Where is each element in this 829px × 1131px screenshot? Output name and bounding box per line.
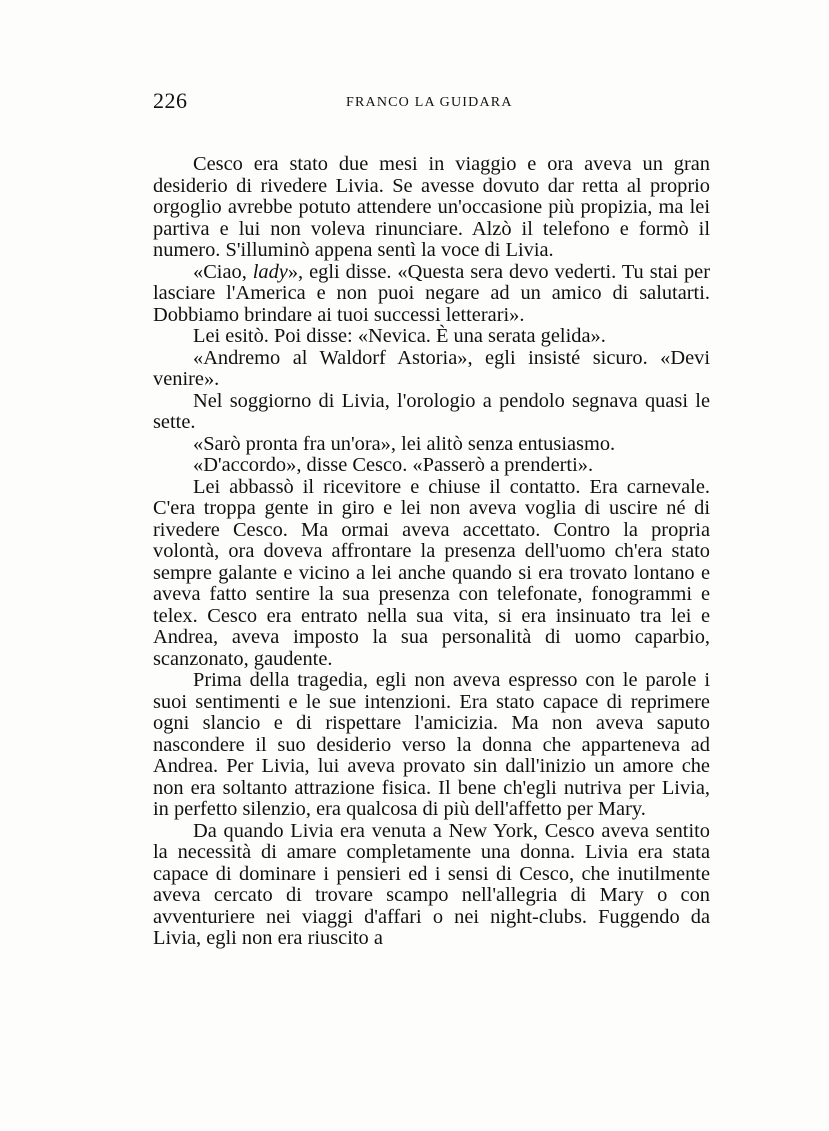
running-head: FRANCO LA GUIDARA bbox=[346, 95, 513, 110]
paragraph: Prima della tragedia, egli non aveva espresso con le parole i suoi sentimenti e le sue intenzioni. Era stato capace di reprimere ogni slancio e di rispettare l'amicizia. Ma non aveva saputo nascondere il suo desiderio verso la donna che apparteneva ad Andrea. Per Livia, lui aveva provato sin dall'inizio un amore che non era soltanto attrazione fisica. Il bene ch'egli nutriva per Livia, in perfetto silenzio, era qualcosa di più dell'affetto per Mary. bbox=[153, 669, 710, 820]
emphasis: lady bbox=[252, 260, 288, 283]
paragraph: «Ciao, lady», egli disse. «Questa sera devo vederti. Tu stai per lasciare l'America e non puoi negare ad un amico di salutarti. Dobbiamo brindare ai tuoi successi letterari». bbox=[153, 260, 710, 326]
page-header bbox=[153, 88, 713, 120]
paragraph: Nel soggiorno di Livia, l'orologio a pendolo segnava quasi le sette. bbox=[153, 389, 710, 433]
paragraph: Cesco era stato due mesi in viaggio e ora aveva un gran desiderio di rivedere Livia. Se avesse dovuto dar retta al proprio orgoglio avrebbe potuto attendere un'occasione più propizia, ma lei partiva e lui non voleva rinunciare. Alzò il telefono e formò il numero. S'illuminò appena sentì la voce di Livia. bbox=[153, 153, 710, 261]
paragraph: «Sarò pronta fra un'ora», lei alitò senza entusiasmo. bbox=[193, 432, 616, 455]
page-number: 226 bbox=[153, 88, 188, 113]
paragraph: Da quando Livia era venuta a New York, Cesco aveva sentito la necessità di amare completamente una donna. Livia era stata capace di dominare i pensieri ed i sensi di Cesco, che inutilmente aveva cercato di trovare scampo nell'allegria di Mary o con avventuriere nei viaggi d'affari o nei night-clubs. Fuggendo da Livia, egli non era riuscito a bbox=[153, 819, 710, 949]
paragraph: «Andremo al Waldorf Astoria», egli insisté sicuro. «Devi venire». bbox=[153, 346, 710, 390]
paragraph: Lei esitò. Poi disse: «Nevica. È una serata gelida». bbox=[193, 325, 606, 347]
paragraph: «D'accordo», disse Cesco. «Passerò a prenderti». bbox=[193, 454, 594, 476]
body-text bbox=[153, 154, 710, 950]
paragraph: Lei abbassò il ricevitore e chiuse il contatto. Era carnevale. C'era troppa gente in giro e lei non aveva voglia di uscire né di rivedere Cesco. Ma ormai aveva accettato. Contro la propria volontà, ora doveva affrontare la presenza dell'uomo ch'era stato sempre galante e vicino a lei anche quando si era trovato lontano e aveva fatto sentire la sua presenza con telefonate, fonogrammi e telex. Cesco era entrato nella sua vita, si era insinuato tra lei e Andrea, aveva imposto la sua personalità di uomo caparbio, scanzonato, gaudente. bbox=[153, 475, 710, 670]
